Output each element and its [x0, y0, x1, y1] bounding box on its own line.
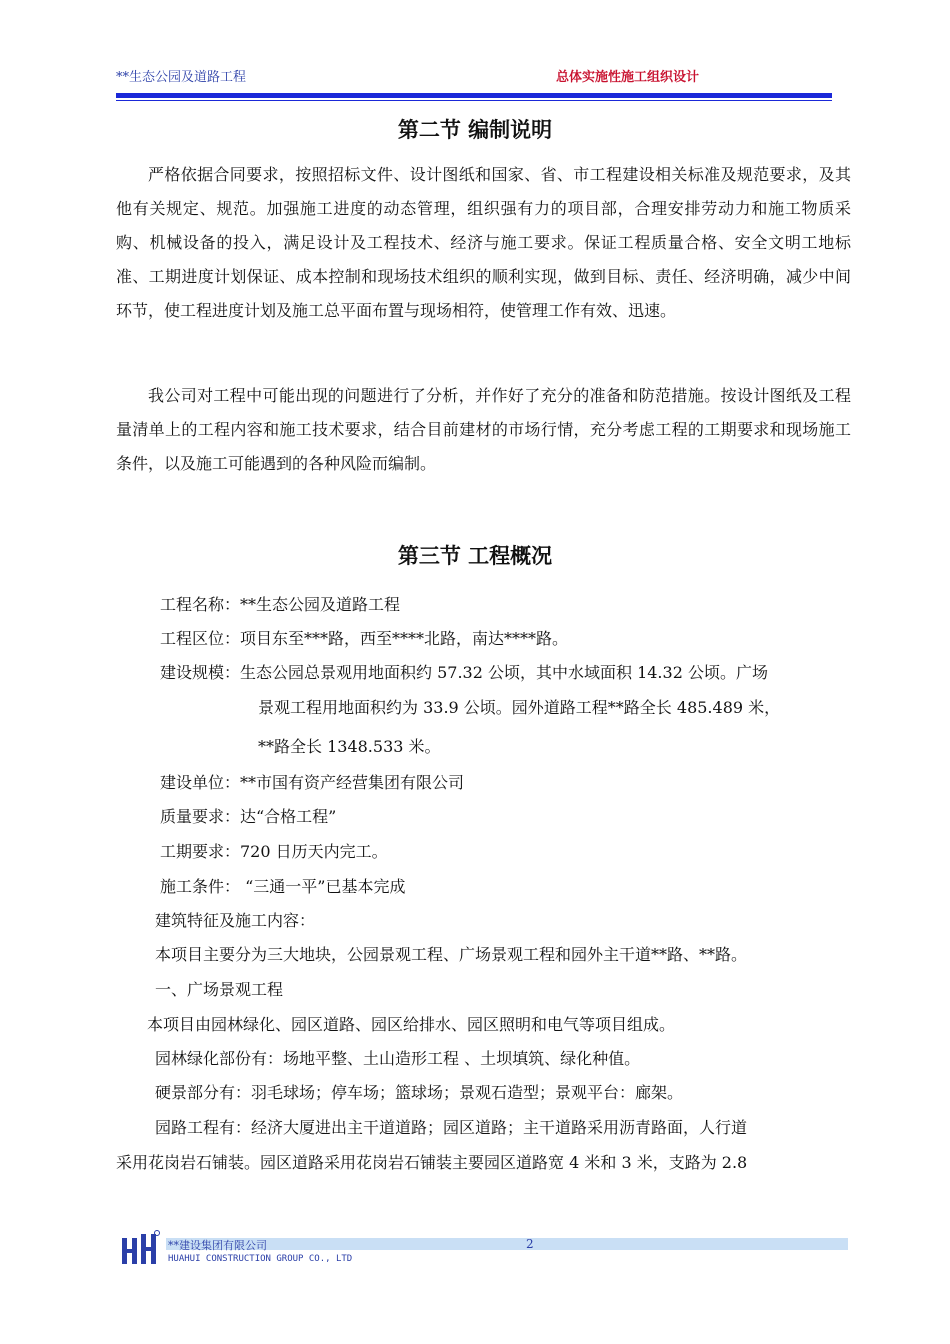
project-quality: 质量要求：达“合格工程” [160, 807, 337, 826]
project-main: 本项目主要分为三大地块，公园景观工程、广场景观工程和园外主干道**路、**路。 [155, 945, 748, 964]
project-condition: 施工条件： “三通一平”已基本完成 [160, 877, 406, 896]
project-owner: 建设单位：**市国有资产经营集团有限公司 [160, 773, 465, 792]
section3-title: 第三节 工程概况 [397, 544, 553, 568]
project-scale-1: 建设规模：生态公园总景观用地面积约 57.32 公顷，其中水域面积 14.32 公顷。广场 [160, 663, 768, 682]
project-period: 工期要求：720 日历天内完工。 [160, 842, 388, 861]
project-features: 建筑特征及施工内容： [155, 911, 316, 930]
section2-paragraph-1: 严格依据合同要求，按照招标文件、设计图纸和国家、省、市工程建设相关标准及规范要求，及其他有关规定、规范。加强施工进度的动态管理，组织强有力的项目部，合理安排劳动力和施工物质采购、机械设备的投入，满足设计及工程技术、经济与施工要求。保证工程质量合格、安全文明工地标准、工期进度计划保证、成本控制和现场技术组织的顺利实现，做到目标、责任、经济明确，减少中间环节，使工程进度计划及施工总平面布置与现场相符，使管理工作有效、迅速。 [116, 165, 851, 320]
header-doc-title: 总体实施性施工组织设计 [556, 70, 700, 85]
project-scale-3: **路全长 1348.533 米。 [258, 737, 441, 756]
footer-company-en: HUAHUI CONSTRUCTION GROUP CO., LTD [168, 1254, 353, 1264]
subsection-1-title: 一、广场景观工程 [155, 980, 284, 999]
header-project-name: **生态公园及道路工程 [116, 70, 247, 85]
green-items: 园林绿化部份有：场地平整、土山造形工程 、土坝填筑、绿化种值。 [155, 1049, 641, 1068]
footer-company-cn: **建设集团有限公司 [168, 1239, 267, 1252]
road-items-2: 采用花岗岩石铺装。园区道路采用花岗岩石铺装主要园区道路宽 4 米和 3 米，支路为 2.8 [116, 1153, 748, 1172]
header-rule-thin [116, 100, 832, 101]
section2-title: 第二节 编制说明 [397, 118, 553, 142]
road-items-1: 园路工程有：经济大厦进出主干道道路；园区道路；主干道路采用沥青路面，人行道 [155, 1118, 748, 1137]
header-rule [116, 93, 832, 98]
project-name: 工程名称：**生态公园及道路工程 [160, 595, 401, 614]
section2-paragraph-2: 我公司对工程中可能出现的问题进行了分析，并作好了充分的准备和防范措施。按设计图纸及工程量清单上的工程内容和施工技术要求，结合目前建材的市场行情，充分考虑工程的工期要求和现场施工条件，以及施工可能遇到的各种风险而编制。 [116, 386, 851, 473]
subsection-1-desc: 本项目由园林绿化、园区道路、园区给排水、园区照明和电气等项目组成。 [147, 1015, 676, 1034]
footer-bar [166, 1238, 848, 1250]
page-number: 2 [526, 1237, 534, 1251]
company-logo-icon [120, 1230, 160, 1266]
project-scale-2: 景观工程用地面积约为 33.9 公顷。园外道路工程**路全长 485.489 米， [258, 698, 781, 717]
project-area: 工程区位：项目东至***路，西至****北路，南达****路。 [160, 629, 569, 648]
hardscape-items: 硬景部分有：羽毛球场；停车场；篮球场；景观石造型；景观平台：廊架。 [155, 1083, 684, 1102]
